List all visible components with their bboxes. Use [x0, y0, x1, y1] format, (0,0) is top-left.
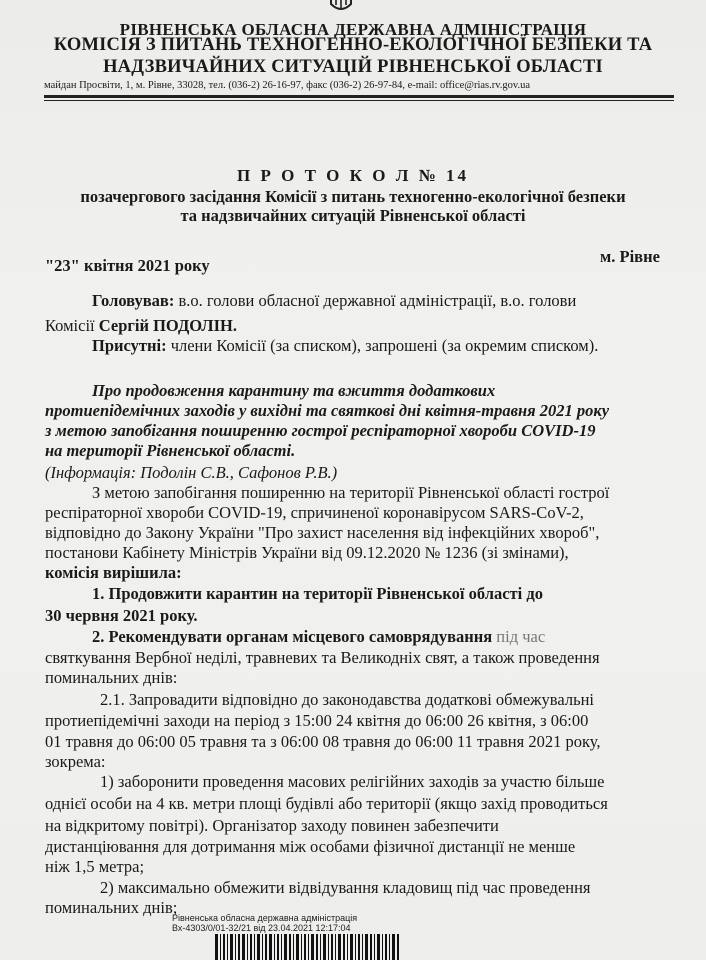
org-name-line2: КОМІСІЯ З ПИТАНЬ ТЕХНОГЕННО-ЕКОЛОГІЧНОЇ БЕЗПЕКИ ТА	[53, 35, 653, 55]
item21-line4: зокрема:	[45, 752, 106, 771]
present-line	[92, 336, 598, 356]
sub1-line5: ніж 1,5 метра;	[45, 857, 145, 876]
sub1-line4: дистанціювання для дотримання між особами фізичної дистанції не менше	[45, 837, 576, 856]
item2-line1	[92, 627, 545, 647]
body-p1-line2: респіраторної хвороби COVID-19, спричиненої коронавірусом SARS-CoV-2,	[45, 503, 584, 522]
topic-line1: Про продовження карантину та вжиття додаткових	[92, 381, 496, 400]
chair-label: Головував:	[92, 291, 175, 310]
org-name-line3: НАДЗВИЧАЙНИХ СИТУАЦІЙ РІВНЕНСЬКОЇ ОБЛАСТІ	[103, 57, 603, 77]
item21-line2: протиепідемічні заходи на період з 15:00 24 квітня до 06:00 26 квітня, з 06:00	[45, 711, 589, 730]
chair-line2	[45, 316, 237, 336]
item2-line2: святкування Вербної неділі, травневих та Великодніх свят, а також проведення	[45, 648, 600, 667]
stamp-number: Вх-4303/0/01-32/21 від 23.04.2021 12:17:04	[172, 923, 351, 933]
protocol-date: "23" квітня 2021 року	[45, 256, 210, 275]
body-p1-line1: З метою запобігання поширенню на території Рівненської області гострої	[92, 483, 610, 502]
stamp-org: Рівненська обласна державна адміністрація	[172, 913, 358, 923]
topic-line2: протиепідемічних заходів у вихідні та святкові дні квітня-травня 2021 року	[45, 401, 610, 420]
org-name-line1: РІВНЕНСЬКА ОБЛАСНА ДЕРЖАВНА АДМІНІСТРАЦІЯ	[119, 20, 587, 39]
item21-line1: 2.1. Запровадити відповідно до законодавства додаткові обмежувальні	[100, 690, 595, 709]
protocol-city: м. Рівне	[600, 247, 660, 266]
item21-line3: 01 травня до 06:00 05 травня та з 06:00 08 травня до 06:00 11 травня 2021 року,	[45, 732, 601, 751]
chair-text: в.о. голови обласної державної адміністрації, в.о. голови	[178, 291, 577, 310]
topic-line3: з метою запобігання поширенню гострої респіраторної хвороби COVID-19	[45, 421, 596, 440]
item1-line1: 1. Продовжити карантин на території Рівненської області до	[92, 584, 543, 603]
body-p1-line4: постанови Кабінету Міністрів України від 09.12.2020 № 1236 (зі змінами),	[45, 543, 569, 562]
body-decided: комісія вирішила:	[45, 563, 182, 582]
item1-line2: 30 червня 2021 року.	[45, 606, 198, 625]
registration-stamp	[172, 913, 472, 933]
sub1-line3: на відкритому повітрі). Організатор заходу повинен забезпечити	[45, 816, 499, 835]
present-label: Присутні:	[92, 336, 167, 355]
present-text: члени Комісії (за списком), запрошені (за окремим списком).	[170, 336, 599, 355]
item2-bold: 2. Рекомендувати органам місцевого самоврядування	[92, 627, 493, 646]
barcode	[215, 934, 400, 960]
sub1-line1: 1) заборонити проведення масових релігійних заходів за участю більше	[100, 772, 605, 791]
header-divider-thick	[44, 95, 674, 98]
item2-rest: під час	[492, 627, 546, 646]
chair-name: Сергій ПОДОЛІН.	[98, 316, 237, 335]
topic-line4: на території Рівненської області.	[45, 441, 296, 460]
header-divider-thin	[44, 100, 674, 101]
trident-emblem-icon	[327, 0, 355, 14]
body-p1-line3: відповідно до Закону України "Про захист населення від інфекційних хвороб",	[45, 523, 600, 542]
protocol-subtitle-line1: позачергового засідання Комісії з питань техногенно-екологічної безпеки	[80, 187, 626, 206]
sub2-line1: 2) максимально обмежити відвідування кладовищ під час проведення	[100, 878, 591, 897]
protocol-subtitle-line2: та надзвичайних ситуацій Рівненської області	[180, 206, 526, 225]
protocol-title: П Р О Т О К О Л № 14	[237, 166, 469, 185]
sub2-line2: поминальних днів;	[45, 898, 178, 917]
chair-text-prefix: Комісії	[45, 316, 99, 335]
chair-line1	[92, 291, 576, 311]
sub1-line2: однієї особи на 4 кв. метри площі будівлі або території (якщо захід проводиться	[45, 794, 608, 813]
item2-line3: поминальних днів:	[45, 668, 178, 687]
org-address: майдан Просвіти, 1, м. Рівне, 33028, тел. (036-2) 26-16-97, факс (036-2) 26-97-84, e-mail: office@rias.rv.gov.ua	[44, 80, 531, 91]
topic-info: (Інформація: Подолін С.В., Сафонов Р.В.)	[45, 463, 338, 482]
